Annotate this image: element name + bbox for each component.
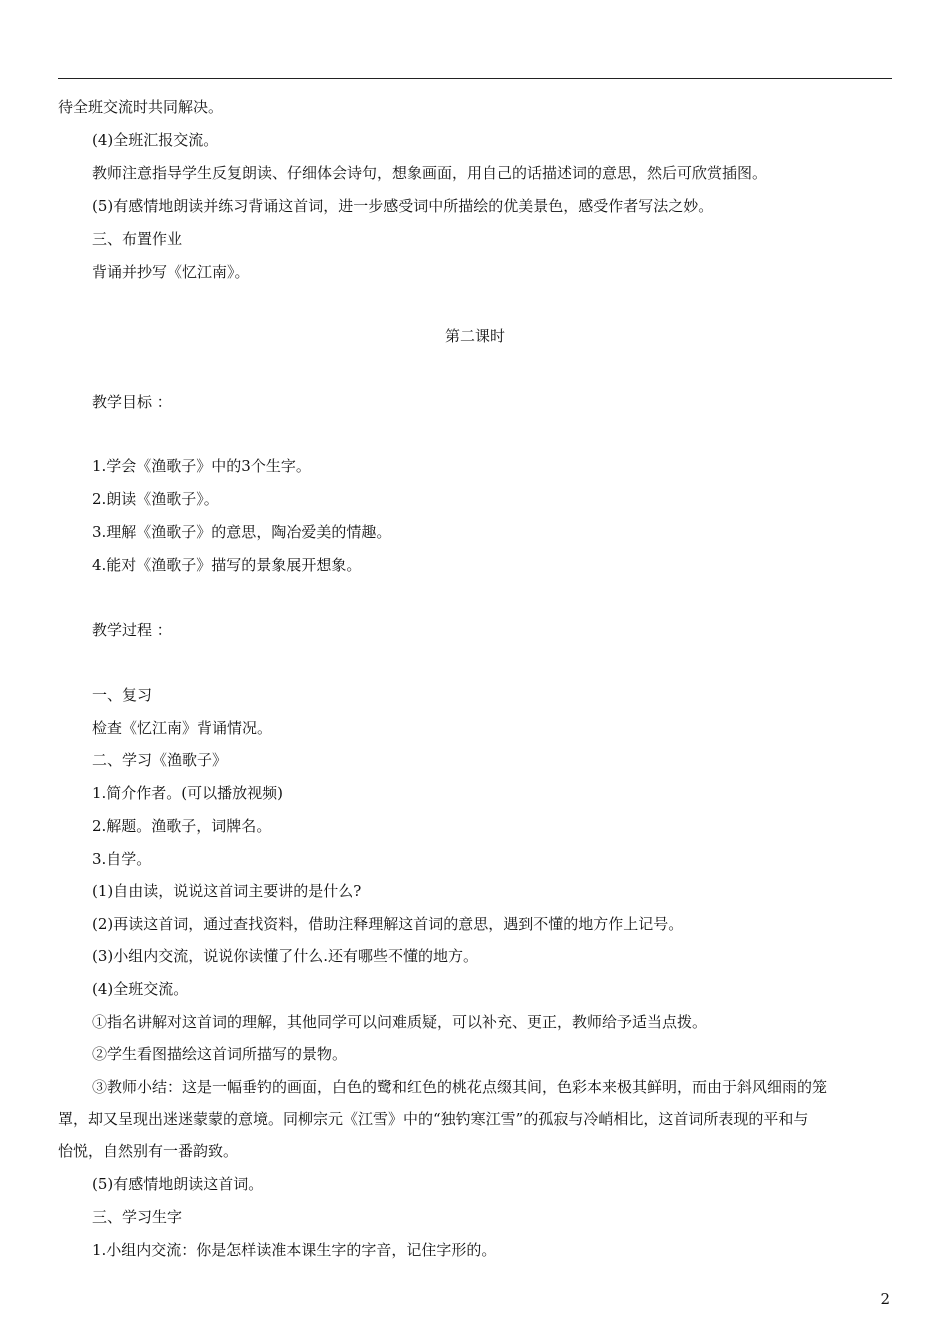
subheading-process: 教学过程 ： <box>92 621 172 639</box>
text-line: 3.自学。 <box>92 850 152 868</box>
section-heading: 三、学习生字 <box>92 1208 183 1226</box>
objective-item: 1.学会《渔歌子》中的3个生字。 <box>92 457 311 475</box>
text-line: (5)有感情地朗读这首词。 <box>92 1175 264 1193</box>
text-line: (2)再读这首词，通过查找资料，借助注释理解这首词的意思，遇到不懂的地方作上记号。 <box>92 915 684 933</box>
text-line: 怡悦，自然别有一番韵致。 <box>58 1142 239 1160</box>
text-line: 罩，却又呈现出迷迷蒙蒙的意境。同柳宗元《江雪》中的“独钓寒江雪”的孤寂与冷峭相比，这首词所表现的平和与 <box>58 1110 809 1128</box>
text-line: 2.解题。渔歌子，词牌名。 <box>92 817 272 835</box>
text-line: 检查《忆江南》背诵情况。 <box>92 719 273 737</box>
text-line: 教师注意指导学生反复朗读、仔细体会诗句，想象画面，用自己的话描述词的意思，然后可欣赏插图。 <box>92 164 768 182</box>
text-line: ③教师小结：这是一幅垂钓的画面，白色的鹭和红色的桃花点缀其间，色彩本来极其鲜明，而由于斜风细雨的笼 <box>92 1078 828 1096</box>
text-line: (1)自由读，说说这首词主要讲的是什么? <box>92 882 362 900</box>
section-heading: 一、复习 <box>92 686 153 704</box>
objective-item: 4.能对《渔歌子》描写的景象展开想象。 <box>92 556 362 574</box>
subheading-objectives: 教学目标 ： <box>92 393 172 411</box>
text-line: 1.小组内交流：你是怎样读准本课生字的字音，记住字形的。 <box>92 1241 497 1259</box>
objective-item: 2.朗读《渔歌子》。 <box>92 490 219 508</box>
text-line: ②学生看图描绘这首词所描写的景物。 <box>92 1045 348 1063</box>
text-line: 待全班交流时共同解决。 <box>58 98 224 116</box>
section-heading: 二、学习《渔歌子》 <box>92 751 228 769</box>
text-line: (5)有感情地朗读并练习背诵这首词，进一步感受词中所描绘的优美景色，感受作者写法之妙。 <box>92 197 714 215</box>
objective-item: 3.理解《渔歌子》的意思，陶冶爱美的情趣。 <box>92 523 392 541</box>
lesson-title: 第二课时 <box>444 327 505 345</box>
text-line: 背诵并抄写《忆江南》。 <box>92 263 250 281</box>
text-line: (3)小组内交流，说说你读懂了什么.还有哪些不懂的地方。 <box>92 947 479 965</box>
section-heading: 三、布置作业 <box>92 230 183 248</box>
text-line: ①指名讲解对这首词的理解，其他同学可以问难质疑，可以补充、更正，教师给予适当点拨。 <box>92 1013 708 1031</box>
page-number: 2 <box>880 1290 890 1308</box>
text-line: 1.简介作者。(可以播放视频) <box>92 784 284 802</box>
header-rule <box>58 78 892 79</box>
text-line: (4)全班汇报交流。 <box>92 131 219 149</box>
text-line: (4)全班交流。 <box>92 980 189 998</box>
